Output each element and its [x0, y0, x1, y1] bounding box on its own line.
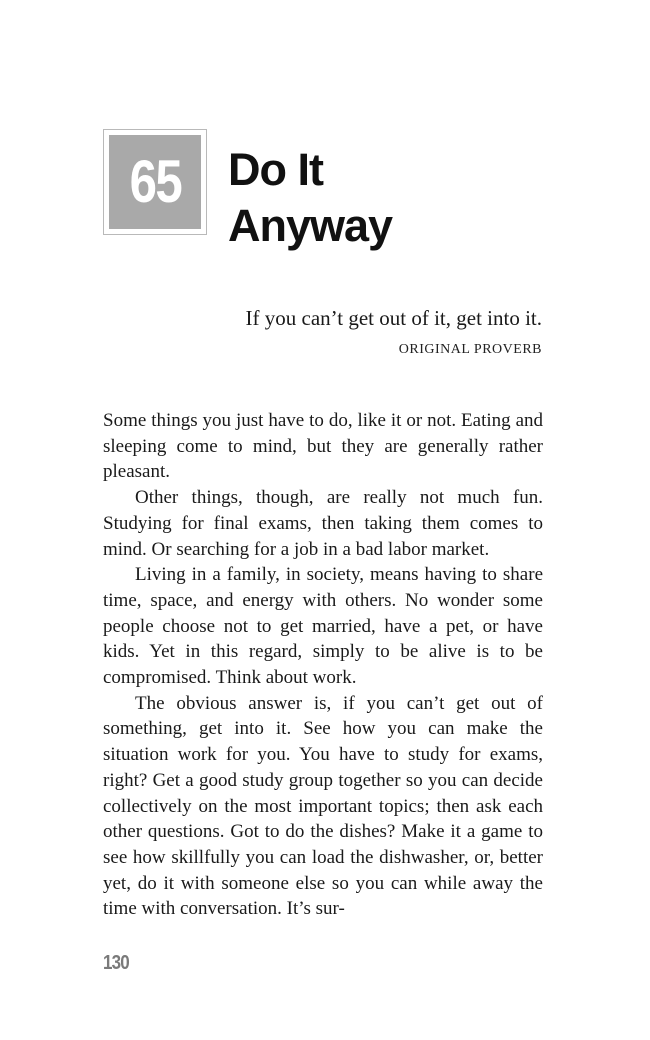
paragraph-1: Some things you just have to do, like it or not. Eating and sleeping come to mind, but they are generally rather pleasant. [103, 410, 543, 483]
body-text [103, 408, 543, 922]
chapter-number-background [109, 135, 201, 229]
chapter-number: 65 [129, 148, 181, 215]
chapter-number-box [103, 129, 207, 235]
paragraph-2: Other things, though, are really not much fun. Studying for final exams, then taking them comes to mind. Or searching for a job in a bad labor market. [103, 487, 543, 560]
chapter-title [228, 142, 392, 254]
chapter-title-line-1: Do It [228, 144, 323, 195]
chapter-title-line-2: Anyway [228, 200, 393, 251]
epigraph-quote: If you can’t get out of it, get into it. [245, 306, 542, 330]
epigraph-source: ORIGINAL PROVERB [398, 342, 542, 357]
page-number: 130 [103, 952, 129, 974]
paragraph-4: The obvious answer is, if you can’t get out of something, get into it. See how you can make the situation work for you. You have to study for exams, right? Get a good study group together so you can decide collectively on the most important topics; then ask each other questions. Got to do the dishes? Make it a game to see how skillfully you can load the dishwasher, or, better yet, do it with someone else so you can while away the time with conversation. It’s sur- [103, 692, 543, 920]
paragraph-3: Living in a family, in society, means having to share time, space, and energy with others. No wonder some people choose not to get married, have a pet, or have kids. Yet in this regard, simply to be alive is to be compromised. Think about work. [103, 564, 543, 689]
epigraph [246, 304, 542, 358]
